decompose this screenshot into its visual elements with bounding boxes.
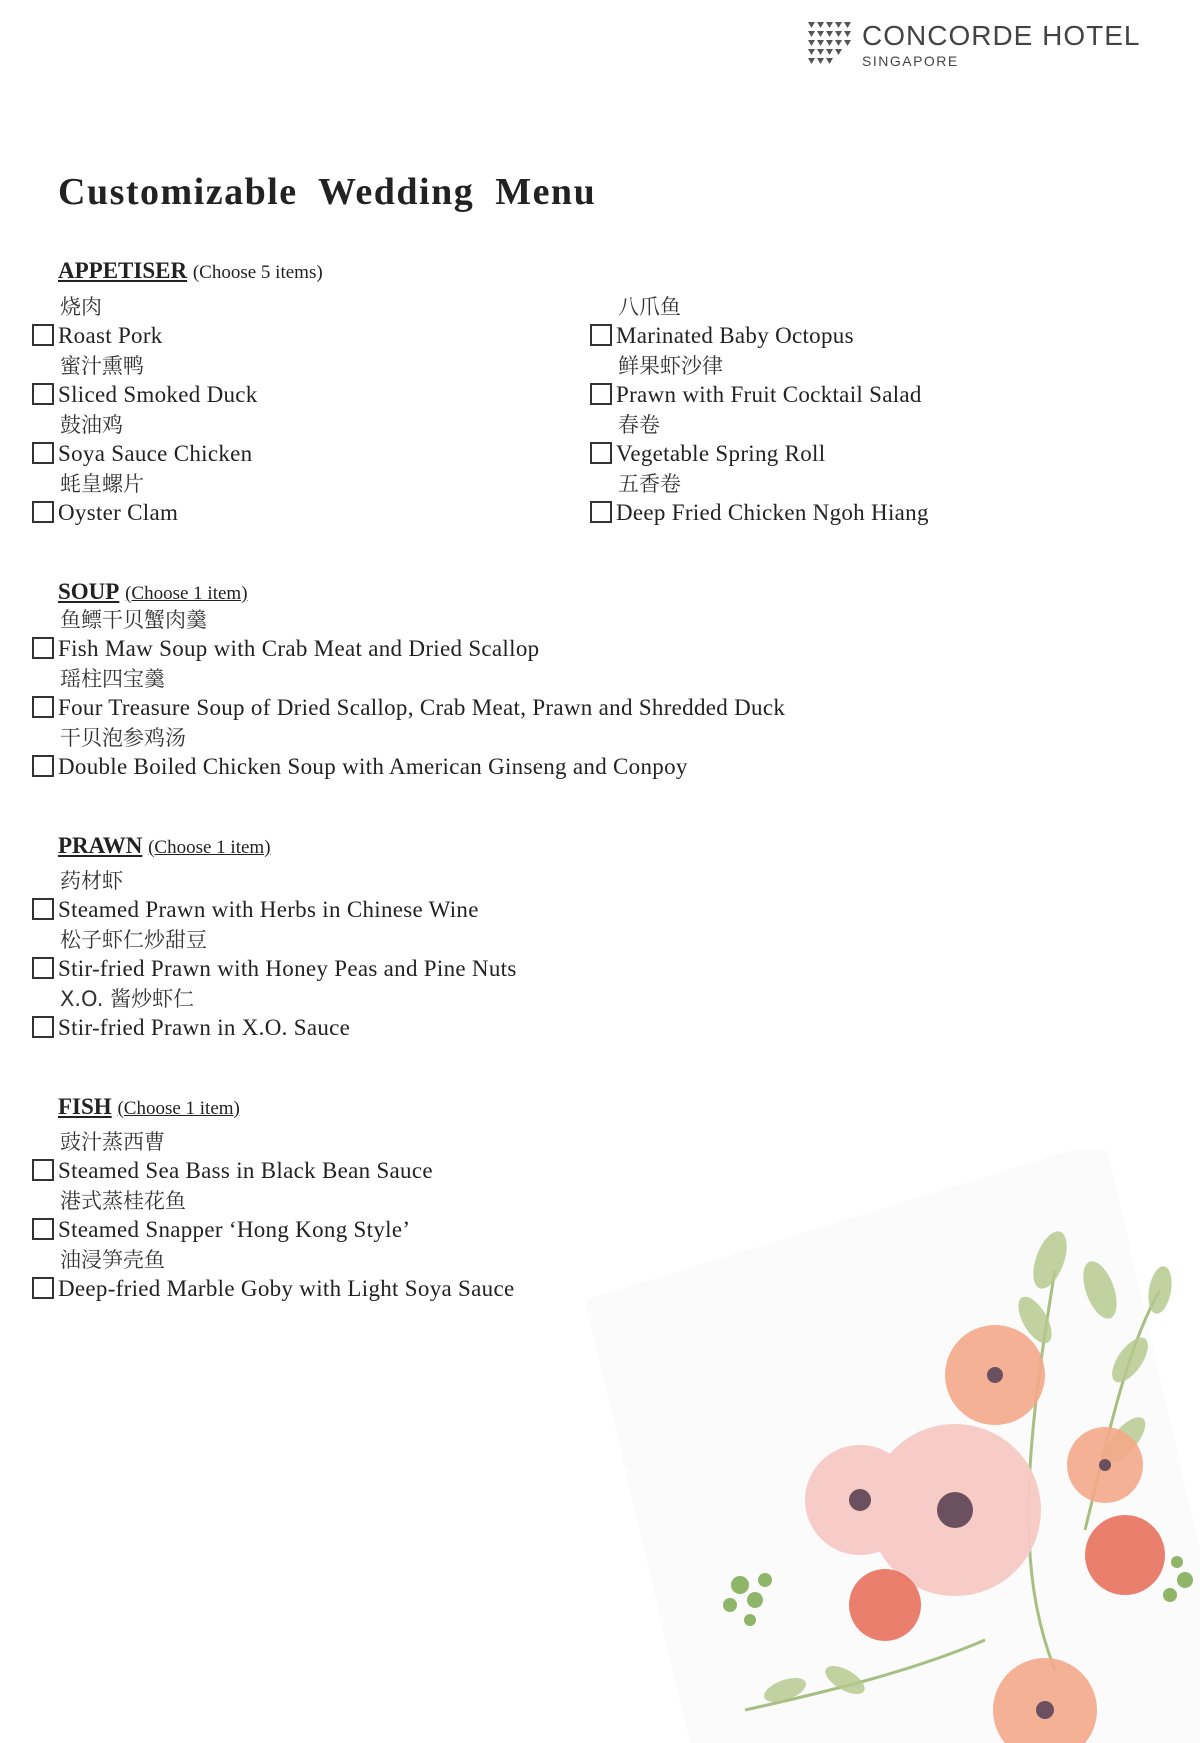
item-english-name: Steamed Prawn with Herbs in Chinese Wine bbox=[58, 897, 479, 922]
item-chinese-name: 油浸笋壳鱼 bbox=[60, 1248, 165, 1272]
section-label: SOUP bbox=[58, 579, 120, 604]
item-checkbox[interactable] bbox=[32, 442, 54, 464]
item-checkbox[interactable] bbox=[32, 1016, 54, 1038]
item-chinese-name: 鱼鳔干贝蟹肉羹 bbox=[60, 608, 207, 632]
item-english-name: Steamed Snapper ‘Hong Kong Style’ bbox=[58, 1217, 411, 1242]
item-checkbox[interactable] bbox=[32, 898, 54, 920]
section-note: (Choose 1 item) bbox=[148, 837, 271, 858]
item-chinese-name: 药材虾 bbox=[60, 869, 123, 893]
soup-heading bbox=[58, 578, 248, 608]
triangle-grid-logo-icon bbox=[808, 22, 852, 66]
item-checkbox[interactable] bbox=[32, 1277, 54, 1299]
item-chinese-name: 八爪鱼 bbox=[618, 295, 681, 319]
brand-location: SINGAPORE bbox=[862, 53, 959, 69]
item-chinese-name: X.O. 酱炒虾仁 bbox=[60, 987, 195, 1011]
item-english-name: Sliced Smoked Duck bbox=[58, 382, 258, 407]
section-note: (Choose 1 item) bbox=[117, 1098, 240, 1119]
item-chinese-name: 鼓油鸡 bbox=[60, 413, 123, 437]
item-checkbox[interactable] bbox=[32, 501, 54, 523]
fish-heading bbox=[58, 1093, 240, 1123]
item-checkbox[interactable] bbox=[590, 324, 612, 346]
item-english-name: Soya Sauce Chicken bbox=[58, 441, 253, 466]
item-checkbox[interactable] bbox=[32, 957, 54, 979]
item-chinese-name: 春卷 bbox=[618, 413, 660, 437]
item-english-name: Deep Fried Chicken Ngoh Hiang bbox=[616, 500, 929, 525]
item-chinese-name: 松子虾仁炒甜豆 bbox=[60, 928, 207, 952]
item-checkbox[interactable] bbox=[590, 383, 612, 405]
item-checkbox[interactable] bbox=[32, 1159, 54, 1181]
watercolor-flower-bouquet-icon bbox=[585, 1150, 1200, 1743]
item-checkbox[interactable] bbox=[32, 324, 54, 346]
item-english-name: Steamed Sea Bass in Black Bean Sauce bbox=[58, 1158, 433, 1183]
appetiser-heading bbox=[58, 257, 323, 287]
section-note: (Choose 5 items) bbox=[192, 262, 323, 283]
item-chinese-name: 五香卷 bbox=[618, 472, 681, 496]
item-english-name: Marinated Baby Octopus bbox=[616, 323, 854, 348]
item-english-name: Four Treasure Soup of Dried Scallop, Crab Meat, Prawn and Shredded Duck bbox=[58, 695, 786, 720]
item-checkbox[interactable] bbox=[590, 501, 612, 523]
section-note: (Choose 1 item) bbox=[125, 583, 248, 604]
item-english-name: Vegetable Spring Roll bbox=[616, 441, 826, 466]
item-english-name: Oyster Clam bbox=[58, 500, 179, 525]
section-label: FISH bbox=[58, 1094, 112, 1119]
prawn-heading bbox=[58, 832, 271, 862]
item-english-name: Double Boiled Chicken Soup with American Ginseng and Conpoy bbox=[58, 754, 688, 779]
item-chinese-name: 烧肉 bbox=[60, 295, 102, 319]
item-english-name: Stir-fried Prawn in X.O. Sauce bbox=[58, 1015, 351, 1040]
item-english-name: Deep-fried Marble Goby with Light Soya Sauce bbox=[58, 1276, 515, 1301]
item-english-name: Prawn with Fruit Cocktail Salad bbox=[616, 382, 922, 407]
item-english-name: Fish Maw Soup with Crab Meat and Dried Scallop bbox=[58, 636, 540, 661]
item-checkbox[interactable] bbox=[590, 442, 612, 464]
item-chinese-name: 鲜果虾沙律 bbox=[618, 354, 723, 378]
item-checkbox[interactable] bbox=[32, 696, 54, 718]
item-chinese-name: 港式蒸桂花鱼 bbox=[60, 1189, 186, 1213]
item-checkbox[interactable] bbox=[32, 637, 54, 659]
item-checkbox[interactable] bbox=[32, 383, 54, 405]
page-title: Customizable Wedding Menu bbox=[58, 171, 597, 213]
item-chinese-name: 豉汁蒸西曹 bbox=[60, 1130, 165, 1154]
hotel-logo bbox=[808, 22, 1140, 69]
section-label: PRAWN bbox=[58, 833, 143, 858]
item-english-name: Stir-fried Prawn with Honey Peas and Pine Nuts bbox=[58, 956, 517, 981]
item-checkbox[interactable] bbox=[32, 755, 54, 777]
item-chinese-name: 瑶柱四宝羹 bbox=[60, 667, 165, 691]
item-chinese-name: 蚝皇螺片 bbox=[60, 472, 144, 496]
item-chinese-name: 蜜汁熏鸭 bbox=[60, 354, 144, 378]
section-label: APPETISER bbox=[58, 258, 188, 283]
item-english-name: Roast Pork bbox=[58, 323, 163, 348]
item-checkbox[interactable] bbox=[32, 1218, 54, 1240]
item-chinese-name: 干贝泡参鸡汤 bbox=[60, 726, 186, 750]
brand-name: CONCORDE HOTEL bbox=[862, 20, 1141, 51]
